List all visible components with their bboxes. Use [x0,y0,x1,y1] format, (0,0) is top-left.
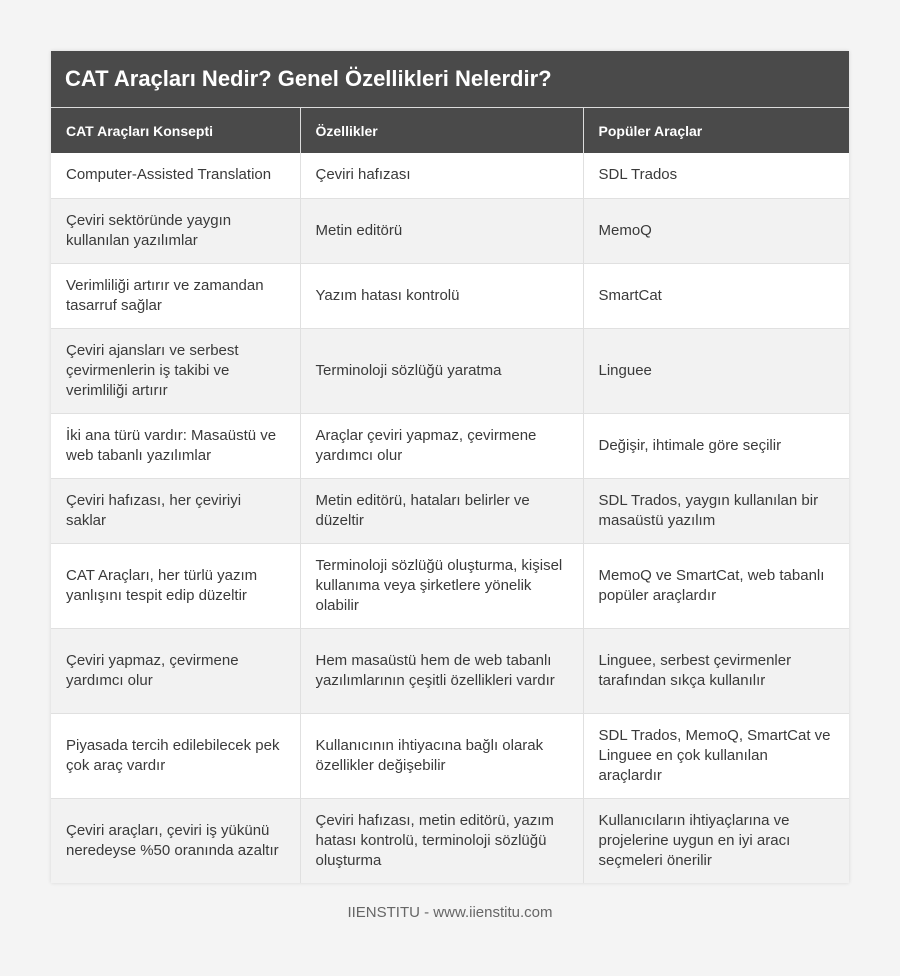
table-card [51,51,849,883]
table-row [51,628,849,713]
table-row [51,328,849,413]
cell-concept: Piyasada tercih edilebilecek pek çok araç vardır [51,713,300,798]
cell-tool: SDL Trados, MemoQ, SmartCat ve Linguee en çok kullanılan araçlardır [583,713,849,798]
cell-tool: Değişir, ihtimale göre seçilir [583,413,849,478]
table-title: CAT Araçları Nedir? Genel Özellikleri Nelerdir? [51,51,849,108]
cell-feature: Hem masaüstü hem de web tabanlı yazılımlarının çeşitli özellikleri vardır [300,628,583,713]
table-row [51,198,849,263]
column-header-popular-tools: Popüler Araçlar [583,108,849,153]
table-row [51,543,849,628]
cell-feature: Yazım hatası kontrolü [300,263,583,328]
table-row [51,478,849,543]
cell-tool: MemoQ ve SmartCat, web tabanlı popüler araçlardır [583,543,849,628]
cell-tool: MemoQ [583,198,849,263]
cell-tool: Linguee, serbest çevirmenler tarafından sıkça kullanılır [583,628,849,713]
cell-concept: Çeviri yapmaz, çevirmene yardımcı olur [51,628,300,713]
table-row [51,263,849,328]
header-row [51,108,849,153]
cell-feature: Terminoloji sözlüğü oluşturma, kişisel kullanıma veya şirketlere yönelik olabilir [300,543,583,628]
cell-concept: Çeviri ajansları ve serbest çevirmenlerin iş takibi ve verimliliği artırır [51,328,300,413]
cell-feature: Terminoloji sözlüğü yaratma [300,328,583,413]
cell-tool: Kullanıcıların ihtiyaçlarına ve projelerine uygun en iyi aracı seçmeleri önerilir [583,798,849,883]
cell-concept: Computer-Assisted Translation [51,153,300,198]
table-row [51,798,849,883]
cell-concept: CAT Araçları, her türlü yazım yanlışını tespit edip düzeltir [51,543,300,628]
cell-feature: Kullanıcının ihtiyacına bağlı olarak özellikler değişebilir [300,713,583,798]
table-row [51,153,849,198]
cell-tool: SmartCat [583,263,849,328]
cell-feature: Metin editörü [300,198,583,263]
cell-feature: Araçlar çeviri yapmaz, çevirmene yardımcı olur [300,413,583,478]
cell-concept: Çeviri hafızası, her çeviriyi saklar [51,478,300,543]
cell-tool: SDL Trados [583,153,849,198]
cell-feature: Metin editörü, hataları belirler ve düzeltir [300,478,583,543]
cell-concept: Verimliliği artırır ve zamandan tasarruf sağlar [51,263,300,328]
cell-concept: İki ana türü vardır: Masaüstü ve web tabanlı yazılımlar [51,413,300,478]
cell-tool: Linguee [583,328,849,413]
column-header-concept: CAT Araçları Konsepti [51,108,300,153]
table-row [51,413,849,478]
cat-tools-table [51,108,849,883]
column-header-features: Özellikler [300,108,583,153]
cell-concept: Çeviri araçları, çeviri iş yükünü neredeyse %50 oranında azaltır [51,798,300,883]
cell-tool: SDL Trados, yaygın kullanılan bir masaüstü yazılım [583,478,849,543]
footer-credit: IIENSTITU - www.iienstitu.com [347,904,553,921]
cell-concept: Çeviri sektöründe yaygın kullanılan yazılımlar [51,198,300,263]
cell-feature: Çeviri hafızası [300,153,583,198]
table-row [51,713,849,798]
cell-feature: Çeviri hafızası, metin editörü, yazım hatası kontrolü, terminoloji sözlüğü oluşturma [300,798,583,883]
